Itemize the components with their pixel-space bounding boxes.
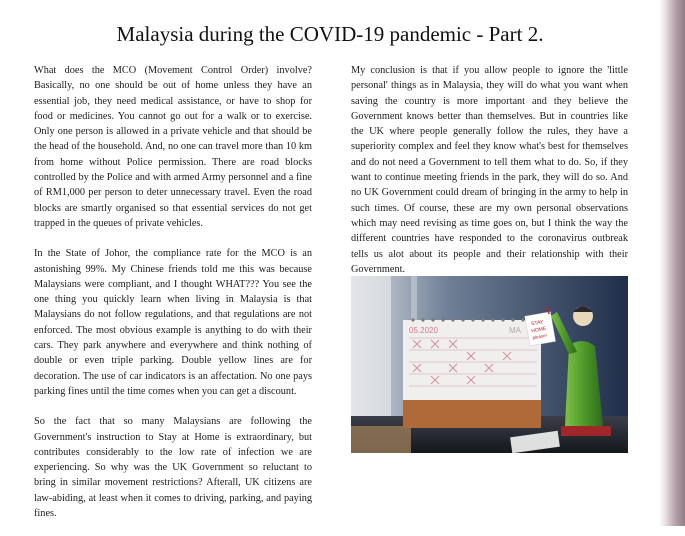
photo-illustration <box>351 276 628 453</box>
sign-text-please: please! <box>532 332 548 341</box>
paragraph: So the fact that so many Malaysians are following the Government's instruction to Stay at Home is extraordinary, but contributes considerably to the low rate of infection we are experiencing. So why was the UK Government so reluctant to bring in similar movement restrictions? Afterall, UK citizens are law-abiding, at least when it comes to driving, parking, and paying fines. <box>34 416 312 520</box>
desk-calendar <box>403 318 541 428</box>
calendar-month: 05.2020 <box>409 326 438 335</box>
page-edge-shadow <box>659 0 685 526</box>
page-title: Malaysia during the COVID-19 pandemic - Part 2. <box>116 22 544 46</box>
calendar-base <box>403 400 541 428</box>
photo-calendar-and-figurine <box>351 276 628 453</box>
figurine-base <box>561 426 611 436</box>
left-column <box>34 63 312 536</box>
sign-text-stay: STAY <box>530 319 544 328</box>
paragraph: My conclusion is that if you allow people to ignore the 'little personal' things as in Malaysia, they will do what you want when saving the country is more important and they believe the Government knows better than themselves. But in countries like the UK where people generally follow the rules, they have a superiority complex and feel they know what's best for themselves and do not need a Government to tell them what to do. So, if they want to continue meeting friends in the park, they will do so. And no UK Government could dream of bringing in the army to help in such times. Of course, these are my own personal observations which may need revising as time goes on, but I think the way the different countries have responded to the coronavirus outbreak tells us alot about its people and their relationship with their Government. <box>351 65 628 275</box>
paragraph: In the State of Johor, the compliance rate for the MCO is an astonishing 99%. My Chinese friends told me this was because Malaysians were compliant, and I thought WHAT??? You see the one thing you quickly learn when living in Malaysia is that Malaysians do not follow regulations, and that regulations are not enforced. The most obvious example is anything to do with their cars. They park anywhere and everywhere and think nothing of double or even triple parking. Double yellow lines are for decoration. The use of car indicators is an affectation. No one pays parking fines until the time comes when you can get a discount. <box>34 248 312 397</box>
window-light <box>351 276 391 426</box>
right-column <box>351 63 628 292</box>
calendar-brand: MA <box>509 326 521 335</box>
stay-home-sign <box>525 312 556 346</box>
sign-text-home: HOME <box>530 325 547 335</box>
wooden-block <box>351 426 411 453</box>
paragraph: What does the MCO (Movement Control Order) involve? Basically, no one should be out of home unless they have an essential job, they need medical assistance, or have to shop for food or medicines. You cannot go out for a walk or to exercise. Only one person is allowed in a private vehicle and that should be the head of the household. And, no one can travel more than 10 km from home without Police permission. There are road blocks controlled by the Police and with armed Army personnel and a fine of RM1,000 per person to deter unnecessary travel. Even the road blocks are smartly organised so that essential services do not get trapped in the queues of private vehicles. <box>34 65 312 229</box>
